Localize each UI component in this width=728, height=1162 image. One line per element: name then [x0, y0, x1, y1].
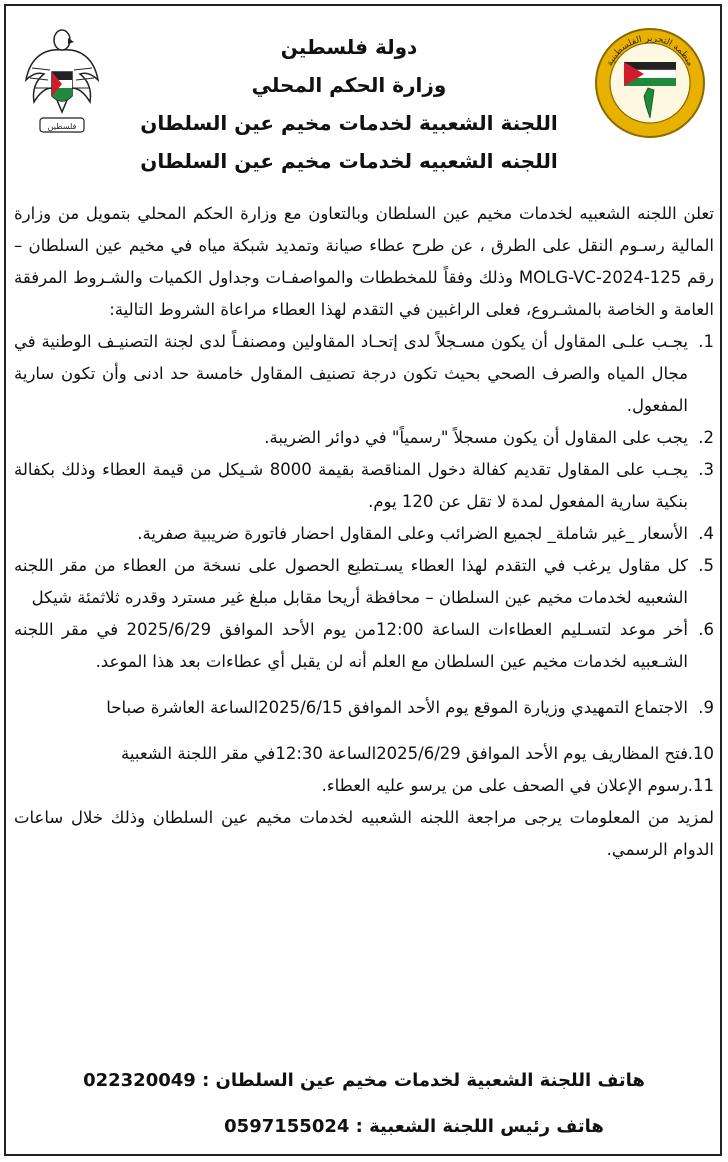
- list-item: 4. الأسعار _غير شاملة_ لجميع الضرائب وعلى المقاول احضار فاتورة ضريبية صفرية.: [137, 524, 714, 543]
- state-title: دولة فلسطين: [280, 35, 418, 59]
- announcement-body: [14, 198, 714, 866]
- committee-title: اللجنة الشعبية لخدمات مخيم عين السلطان: [140, 111, 558, 135]
- seal-text: منظمة التحرير الفلسطينية: [604, 33, 696, 68]
- list-item: 11. رسوم الإعلان في الصحف على من يرسو عليه العطاء.: [321, 776, 714, 795]
- intro-paragraph: تعلن اللجنه الشعبيه لخدمات مخيم عين السلطان وبالتعاون مع وزارة الحكم المحلي بتمويل من وزارة المالية رسـوم النقل على الطرق ، عن طرح عطاء صيانة وتمديد شبكة مياه في مخيم عين السلطان – رقم MOLG-VC-2024-125 وذلك وفقاً للمخططات والمواصفـات وجداول الكميات والشـروط المرفقة العامة و الخاصة بالمشـروع، فعلى الراغبين في التقدم لهذا العطاء مراعاة الشروط التالية:: [14, 204, 714, 319]
- list-item: 1. يجـب علـى المقاول أن يكون مسـجلاً لدى إتحـاد المقاولين ومصنفـاً لدى لجنة التصنيـف الوطنية في مجال المياه والصرف الصحي بحيث تكون درجة تصنيف المقاول خامسة حد ادنى وأن تكون سارية المفعول.: [14, 332, 714, 415]
- list-item: 5. كل مقاول يرغب في التقدم لهذا العطاء يسـتطيع الحصول على نسخة من العطاء من مقر اللجنه الشعبيه لخدمات مخيم عين السلطان – محافظة أريحا مقابل مبلغ غير مسترد وقدره ثلاثمئة شيكل: [14, 556, 714, 607]
- footer-note: لمزيد من المعلومات يرجى مراجعة اللجنه الشعبيه لخدمات مخيم عين السلطان وذلك خلال ساعات الدوام الرسمي.: [14, 808, 714, 859]
- emblem-caption: فلسطين: [47, 122, 77, 131]
- header: [0, 0, 728, 190]
- list-item: 3. يجـب على المقاول تقديم كفالة دخول المناقصة بقيمة 8000 شـيكل من قيمة العطاء وذلك بكفالة بنكية سارية المفعول لمدة لا تقل عن 120 يوم.: [14, 460, 714, 511]
- header-titles: [130, 28, 568, 180]
- ministry-title: وزارة الحكم المحلي: [251, 73, 447, 97]
- contact-phones: [40, 1058, 688, 1150]
- chairman-phone: هاتف رئيس اللجنة الشعبية : 0597155024: [224, 1116, 604, 1137]
- list-item: 10. فتح المظاريف يوم الأحد الموافق 2025/6/29الساعة 12:30في مقر اللجنة الشعبية: [121, 744, 714, 763]
- list-item: 2. يجب على المقاول أن يكون مسجلاً "رسمياً" في دوائر الضريبة.: [264, 428, 714, 447]
- committee-title-alt: اللجنه الشعبيه لخدمات مخيم عين السلطان: [140, 149, 558, 173]
- list-item: 6. أخر موعد لتسـليم العطاءات الساعة 12:00من يوم الأحد الموافق 2025/6/29 في مقر اللجنه الشـعبيه لخدمات مخيم عين السلطان مع العلم أنه لن يقبل أي عطاءات بعد هذا الموعد.: [14, 620, 714, 671]
- palestine-eagle-emblem: [22, 22, 102, 142]
- plo-seal: [594, 26, 706, 140]
- committee-phone: هاتف اللجنة الشعبية لخدمات مخيم عين السلطان : 022320049: [83, 1070, 645, 1091]
- list-item: 9. الاجتماع التمهيدي وزيارة الموقع يوم الأحد الموافق 2025/6/15الساعة العاشرة صباحا: [106, 698, 714, 717]
- conditions-list: [14, 326, 714, 802]
